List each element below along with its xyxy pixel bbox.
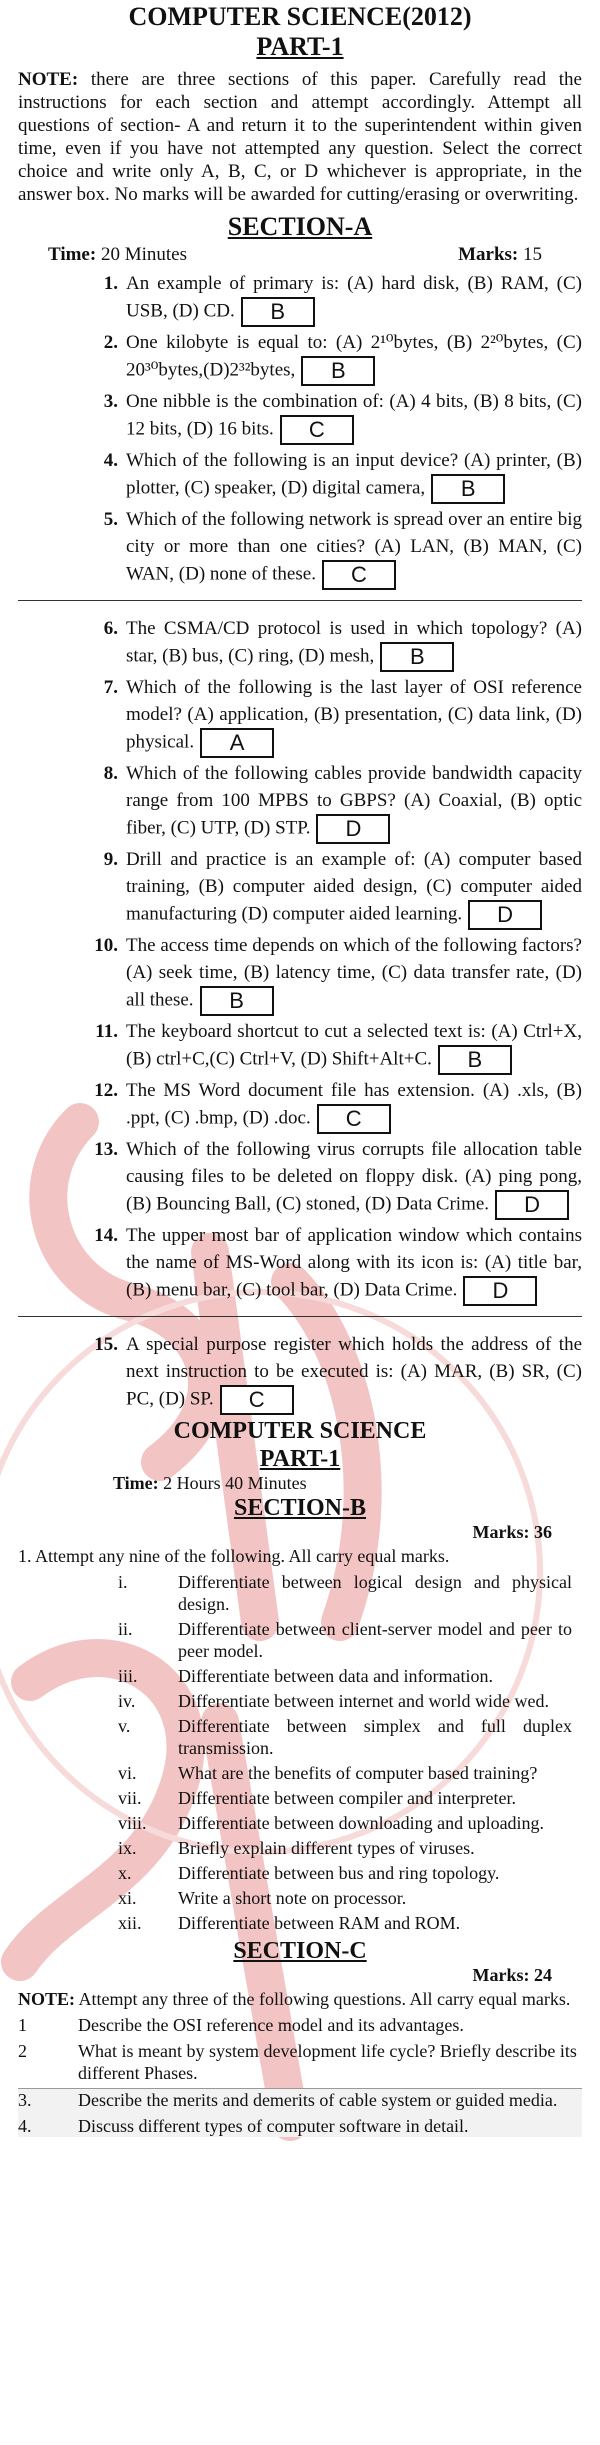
answer-box: C <box>280 415 354 445</box>
answer-box: C <box>220 1385 294 1415</box>
list-item: ix. Briefly explain different types of viruses. <box>118 1838 475 1858</box>
section-c-list <box>18 2014 582 2084</box>
list-item: xi. Write a short note on processor. <box>118 1888 407 1908</box>
subjective-title: COMPUTER SCIENCE <box>173 1418 427 1444</box>
mcq-item: 2. One kilobyte is equal to: (A) 2¹⁰bytes, (B) 2²⁰bytes, (C) 20³⁰bytes,(D)2³²bytes, B <box>18 329 582 386</box>
general-note <box>18 68 582 206</box>
section-a-meta <box>18 244 582 266</box>
list-item: vi. What are the benefits of computer based training? <box>118 1763 538 1783</box>
section-b-list <box>18 1571 582 1934</box>
paper-title: COMPUTER SCIENCE(2012) <box>128 2 472 31</box>
mcq-item: 3. One nibble is the combination of: (A) 4 bits, (B) 8 bits, (C) 12 bits, (D) 16 bits. C <box>18 388 582 445</box>
answer-box: D <box>495 1190 569 1220</box>
answer-box: C <box>317 1104 391 1134</box>
subjective-part: PART-1 <box>259 1446 341 1472</box>
answer-box: B <box>431 474 505 504</box>
mcq-item: 11. The keyboard shortcut to cut a selected text is: (A) Ctrl+X, (B) ctrl+C,(C) Ctrl+V, (D) Shift+Alt+C. B <box>18 1018 582 1075</box>
section-c-marks: Marks: 24 <box>472 1965 552 1985</box>
mcq-item: 5. Which of the following network is spread over an entire big city or more than one cities? (A) LAN, (B) MAN, (C) WAN, (D) none of these. C <box>18 506 582 590</box>
mcq-item: 13. Which of the following virus corrupts file allocation table causing files to be deleted on floppy disk. (A) ping pong, (B) Bouncing Ball, (C) stoned, (D) Data Crime. D <box>18 1136 582 1220</box>
answer-box: B <box>438 1045 512 1075</box>
answer-box: C <box>322 560 396 590</box>
section-a-time: Time: 20 Minutes <box>48 244 187 265</box>
list-item: 3. Describe the merits and demerits of cable system or guided media. <box>18 2090 558 2110</box>
answer-box: B <box>200 986 274 1016</box>
section-b-instruction: 1. Attempt any nine of the following. All carry equal marks. <box>18 1546 450 1566</box>
part-heading: PART-1 <box>256 32 344 61</box>
answer-box: A <box>200 728 274 758</box>
list-item: x. Differentiate between bus and ring topology. <box>118 1863 500 1883</box>
answer-box: D <box>316 814 390 844</box>
mcq-item: 1. An example of primary is: (A) hard disk, (B) RAM, (C) USB, (D) CD. B <box>18 270 582 327</box>
mcq-item: 8. Which of the following cables provide bandwidth capacity range from 100 MPBS to GBPS? (A) Coaxial, (B) optic fiber, (C) UTP, (D) STP. D <box>18 760 582 844</box>
mcq-item: 12. The MS Word document file has extension. (A) .xls, (B) .ppt, (C) .bmp, (D) .doc. C <box>18 1077 582 1134</box>
mcq-item: 15. A special purpose register which holds the address of the next instruction to be executed is: (A) MAR, (B) SR, (C) PC, (D) SP. C <box>18 1331 582 1415</box>
list-item: vii. Differentiate between compiler and interpreter. <box>118 1788 517 1808</box>
list-item: i. Differentiate between logical design and physical design. <box>118 1572 572 1614</box>
note-label: NOTE: <box>18 69 79 90</box>
section-b-marks: Marks: 36 <box>472 1522 552 1542</box>
section-a-marks: Marks: 15 <box>458 244 542 265</box>
mcq-item: 10. The access time depends on which of the following factors? (A) seek time, (B) latency time, (C) data transfer rate, (D) all these. B <box>18 932 582 1016</box>
page-divider <box>18 600 582 601</box>
list-item: iv. Differentiate between internet and world wide wed. <box>118 1691 550 1711</box>
list-item: xii. Differentiate between RAM and ROM. <box>118 1913 461 1933</box>
page-divider <box>18 1316 582 1317</box>
section-b-title: SECTION-B <box>233 1495 367 1521</box>
answer-box: D <box>468 900 542 930</box>
page-bottom-band <box>18 2088 582 2137</box>
mcq-item: 7. Which of the following is the last layer of OSI reference model? (A) application, (B) presentation, (C) data link, (D) physical. A <box>18 674 582 758</box>
list-item: 4. Discuss different types of computer software in detail. <box>18 2116 469 2136</box>
subjective-time: Time: 2 Hours 40 Minutes <box>113 1473 307 1493</box>
section-c-list-cont <box>18 2089 582 2137</box>
answer-box: B <box>380 642 454 672</box>
list-item: v. Differentiate between simplex and full duplex transmission. <box>118 1716 572 1758</box>
list-item: 1 Describe the OSI reference model and its advantages. <box>18 2015 464 2035</box>
list-item: iii. Differentiate between data and information. <box>118 1666 494 1686</box>
answer-box: B <box>301 356 375 386</box>
list-item: viii. Differentiate between downloading and uploading. <box>118 1813 545 1833</box>
note-text: there are three sections of this paper. Carefully read the instructions for each section and attempt accordingly. Attempt all questions of section- A and return it to the superintendent within given time, even if you have not attempted any question. Select the correct choice and write only A, B, C, or D whichever is appropriate, in the answer box. No marks will be awarded for cutting/erasing or overwriting. <box>18 69 582 205</box>
mcq-item: 9. Drill and practice is an example of: (A) computer based training, (B) computer aided design, (C) computer aided manufacturing (D) computer aided learning. D <box>18 846 582 930</box>
mcq-list-1 <box>18 270 582 590</box>
mcq-item: 4. Which of the following is an input device? (A) printer, (B) plotter, (C) speaker, (D) digital camera, B <box>18 447 582 504</box>
answer-box: B <box>241 297 315 327</box>
section-c-note: NOTE: Attempt any three of the following questions. All carry equal marks. <box>18 1989 571 2009</box>
list-item: ii. Differentiate between client-server model and peer to peer model. <box>118 1619 572 1661</box>
list-item: 2 What is meant by system development life cycle? Briefly describe its different Phases. <box>18 2041 577 2083</box>
mcq-item: 6. The CSMA/CD protocol is used in which topology? (A) star, (B) bus, (C) ring, (D) mesh, B <box>18 615 582 672</box>
answer-box: D <box>463 1276 537 1306</box>
mcq-list-3 <box>18 1331 582 1415</box>
mcq-item: 14. The upper most bar of application window which contains the name of MS-Word along with its icon is: (A) title bar,(B) menu bar, (C) tool bar, (D) Data Crime. D <box>18 1222 582 1306</box>
section-c-title: SECTION-C <box>233 1938 367 1964</box>
mcq-list-2 <box>18 615 582 1306</box>
section-a-title: SECTION-A <box>227 212 373 241</box>
